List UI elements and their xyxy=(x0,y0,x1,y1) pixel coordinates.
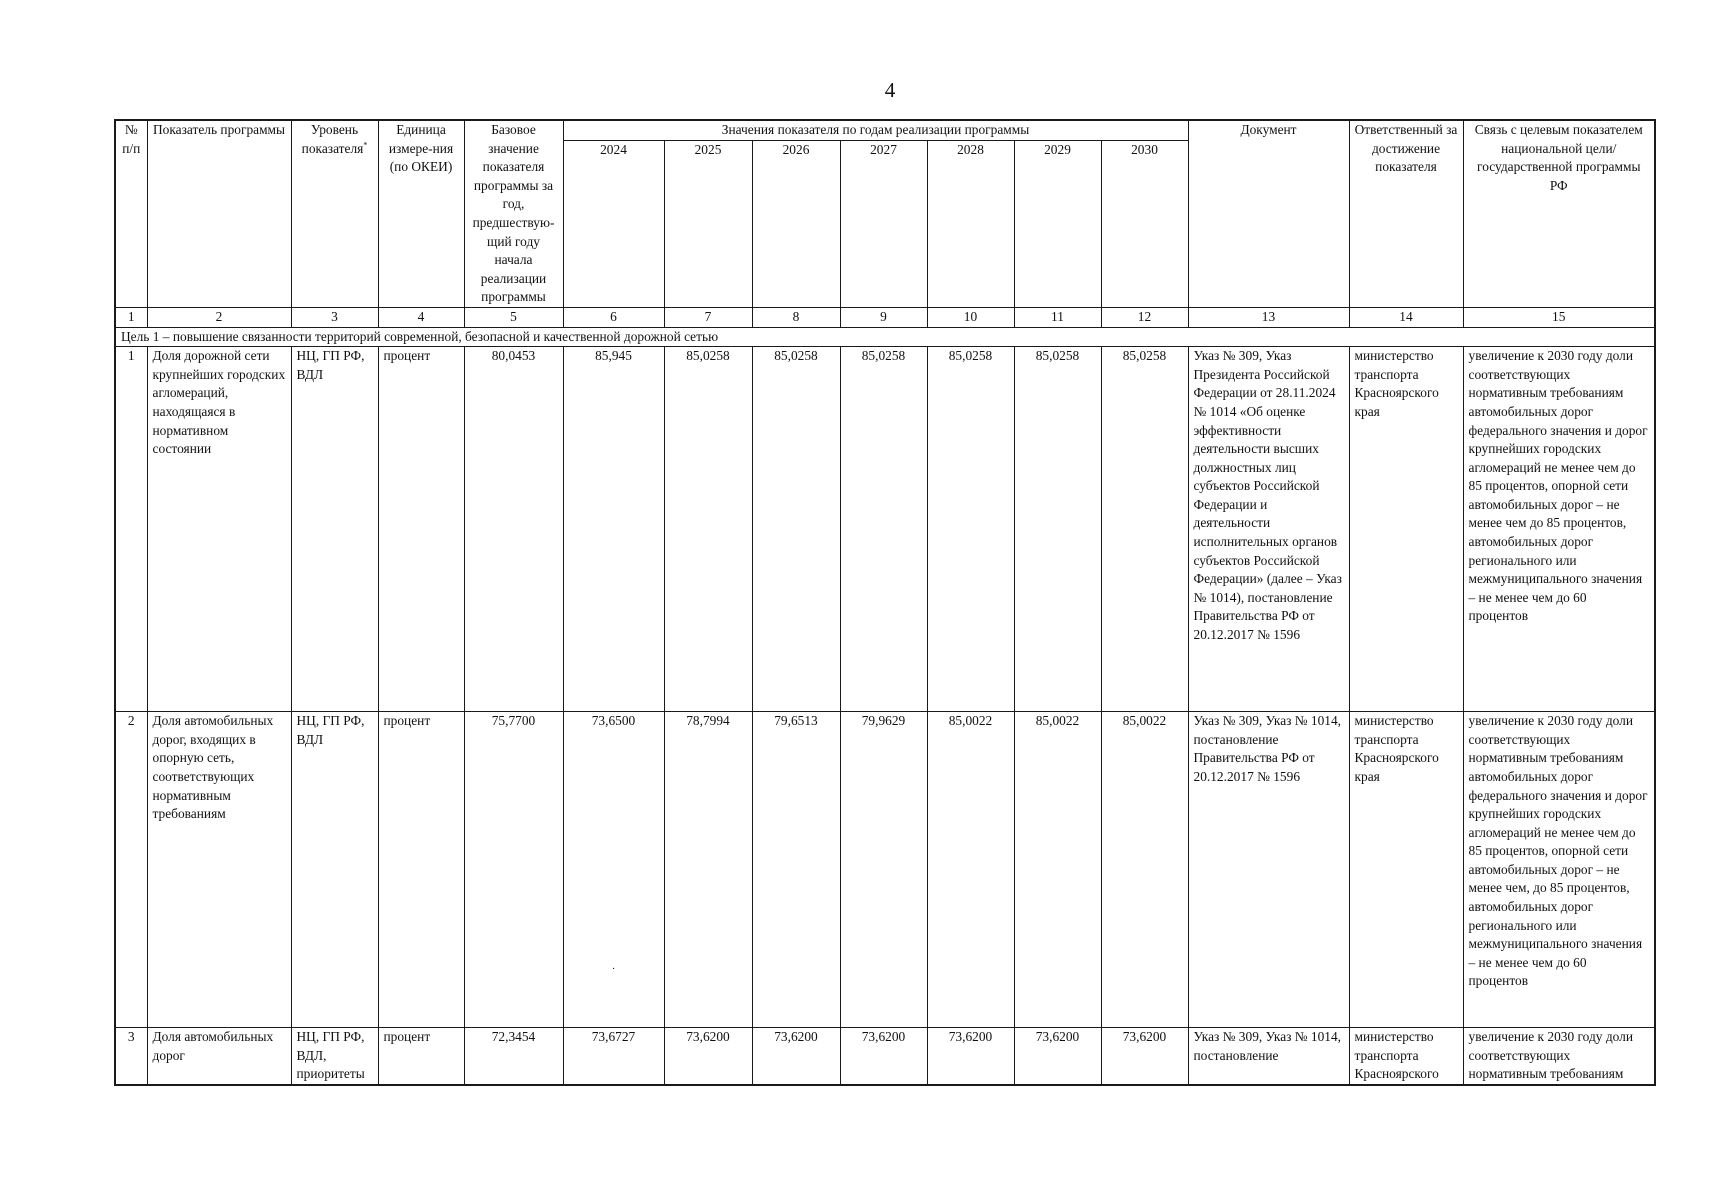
header-year: 2026 xyxy=(752,140,840,307)
row-number: 2 xyxy=(115,712,147,1028)
column-number: 7 xyxy=(664,307,752,327)
header-link: Связь с целевым показателем национальной цели/ государственной программы РФ xyxy=(1463,120,1655,307)
indicator-name: Доля дорожной сети крупнейших городских агломераций, находящаяся в нормативном состоянии xyxy=(147,347,291,712)
value-2024: 73,6500 xyxy=(591,713,636,729)
responsible-body: министерство транспорта Красноярского края xyxy=(1349,347,1463,712)
header-year: 2030 xyxy=(1101,140,1188,307)
column-number: 12 xyxy=(1101,307,1188,327)
header-level xyxy=(291,120,378,307)
target-link: увеличение к 2030 году доли соответствующих нормативным требованиям xyxy=(1463,1028,1655,1085)
page-number: 4 xyxy=(884,78,896,102)
header-number: № п/п xyxy=(115,120,147,307)
header-unit: Единица измере-ния (по ОКЕИ) xyxy=(378,120,464,307)
document-reference: Указ № 309, Указ № 1014, постановление Правительства РФ от 20.12.2017 № 1596 xyxy=(1188,712,1349,1028)
header-level-label: Уровень показателя xyxy=(301,122,364,156)
column-number: 13 xyxy=(1188,307,1349,327)
column-number: 4 xyxy=(378,307,464,327)
value-2029: 85,0022 xyxy=(1014,712,1101,1028)
indicator-unit: процент xyxy=(378,1028,464,1085)
indicator-unit: процент xyxy=(378,347,464,712)
value-2030: 73,6200 xyxy=(1101,1028,1188,1085)
header-base-value: Базовое значение показателя программы за год, предшествую-щий году начала реализации программы xyxy=(464,120,563,307)
column-number: 1 xyxy=(115,307,147,327)
column-number: 9 xyxy=(840,307,927,327)
column-number: 11 xyxy=(1014,307,1101,327)
header-year: 2029 xyxy=(1014,140,1101,307)
column-number: 14 xyxy=(1349,307,1463,327)
column-number: 6 xyxy=(563,307,664,327)
header-year: 2027 xyxy=(840,140,927,307)
responsible-body: министерство транспорта Красноярского xyxy=(1349,1028,1463,1085)
row-number: 3 xyxy=(115,1028,147,1085)
indicator-level: НЦ, ГП РФ, ВДЛ xyxy=(291,712,378,1028)
column-number: 15 xyxy=(1463,307,1655,327)
value-2027: 73,6200 xyxy=(840,1028,927,1085)
header-level-footnote-mark: * xyxy=(363,140,368,150)
value-2030: 85,0258 xyxy=(1101,347,1188,712)
value-2027: 79,9629 xyxy=(840,712,927,1028)
document-reference: Указ № 309, Указ № 1014, постановление xyxy=(1188,1028,1349,1085)
document-reference: Указ № 309, Указ Президента Российской Федерации от 28.11.2024 № 1014 «Об оценке эффективности деятельности высших должностных лиц субъектов Российской Федерации и деятельности исполнительных органов субъектов Российской Федерации» (далее – Указ № 1014), постановление Правительства РФ от 20.12.2017 № 1596 xyxy=(1188,347,1349,712)
base-value: 72,3454 xyxy=(464,1028,563,1085)
header-indicator: Показатель программы xyxy=(147,120,291,307)
target-link: увеличение к 2030 году доли соответствующих нормативным требованиям автомобильных дорог федерального значения и дорог крупнейших городских агломераций не менее чем до 85 процентов, опорной сети автомобильных дорог – не менее чем, до 85 процентов, автомобильных дорог регионального или межмуниципального значения – не менее чем до 60 процентов xyxy=(1463,712,1655,1028)
target-link: увеличение к 2030 году доли соответствующих нормативным требованиям автомобильных дорог федерального значения и дорог крупнейших городских агломераций не менее чем до 85 процентов, опорной сети автомобильных дорог – не менее чем до 85 процентов, автомобильных дорог регионального или межмуниципального значения – не менее чем до 60 процентов xyxy=(1463,347,1655,712)
header-row-top xyxy=(115,120,1655,140)
value-2025: 78,7994 xyxy=(664,712,752,1028)
column-number: 10 xyxy=(927,307,1014,327)
column-number: 5 xyxy=(464,307,563,327)
column-number: 3 xyxy=(291,307,378,327)
indicator-name: Доля автомобильных дорог xyxy=(147,1028,291,1085)
value-2029: 85,0258 xyxy=(1014,347,1101,712)
table-row xyxy=(115,712,1655,1028)
value-2025: 85,0258 xyxy=(664,347,752,712)
value-2028: 85,0258 xyxy=(927,347,1014,712)
header-years-group: Значения показателя по годам реализации программы xyxy=(563,120,1188,140)
base-value: 80,0453 xyxy=(464,347,563,712)
table-row xyxy=(115,1028,1655,1085)
header-year: 2028 xyxy=(927,140,1014,307)
row-number: 1 xyxy=(115,347,147,712)
value-2024: 73,6727 xyxy=(563,1028,664,1085)
indicator-level: НЦ, ГП РФ, ВДЛ xyxy=(291,347,378,712)
value-2027: 85,0258 xyxy=(840,347,927,712)
column-number: 2 xyxy=(147,307,291,327)
column-number: 8 xyxy=(752,307,840,327)
value-2024-cell xyxy=(563,712,664,1028)
value-2028: 73,6200 xyxy=(927,1028,1014,1085)
indicator-unit: процент xyxy=(378,712,464,1028)
responsible-body: министерство транспорта Красноярского края xyxy=(1349,712,1463,1028)
goal-title: Цель 1 – повышение связанности территорий современной, безопасной и качественной дорожной сетью xyxy=(115,327,1655,347)
value-2024: 85,945 xyxy=(563,347,664,712)
value-2026: 73,6200 xyxy=(752,1028,840,1085)
indicators-table xyxy=(114,119,1656,1086)
value-2026: 79,6513 xyxy=(752,712,840,1028)
table-row xyxy=(115,347,1655,712)
base-value: 75,7700 xyxy=(464,712,563,1028)
column-numbers-row xyxy=(115,307,1655,327)
goal-row xyxy=(115,327,1655,347)
indicator-name: Доля автомобильных дорог, входящих в опорную сеть, соответствующих нормативным требованиям xyxy=(147,712,291,1028)
indicator-level: НЦ, ГП РФ, ВДЛ, приоритеты xyxy=(291,1028,378,1085)
value-2029: 73,6200 xyxy=(1014,1028,1101,1085)
header-responsible: Ответственный за достижение показателя xyxy=(1349,120,1463,307)
value-2026: 85,0258 xyxy=(752,347,840,712)
value-2030: 85,0022 xyxy=(1101,712,1188,1028)
header-document: Документ xyxy=(1188,120,1349,307)
stray-dot: · xyxy=(611,963,616,975)
header-year: 2024 xyxy=(563,140,664,307)
value-2028: 85,0022 xyxy=(927,712,1014,1028)
header-year: 2025 xyxy=(664,140,752,307)
value-2025: 73,6200 xyxy=(664,1028,752,1085)
